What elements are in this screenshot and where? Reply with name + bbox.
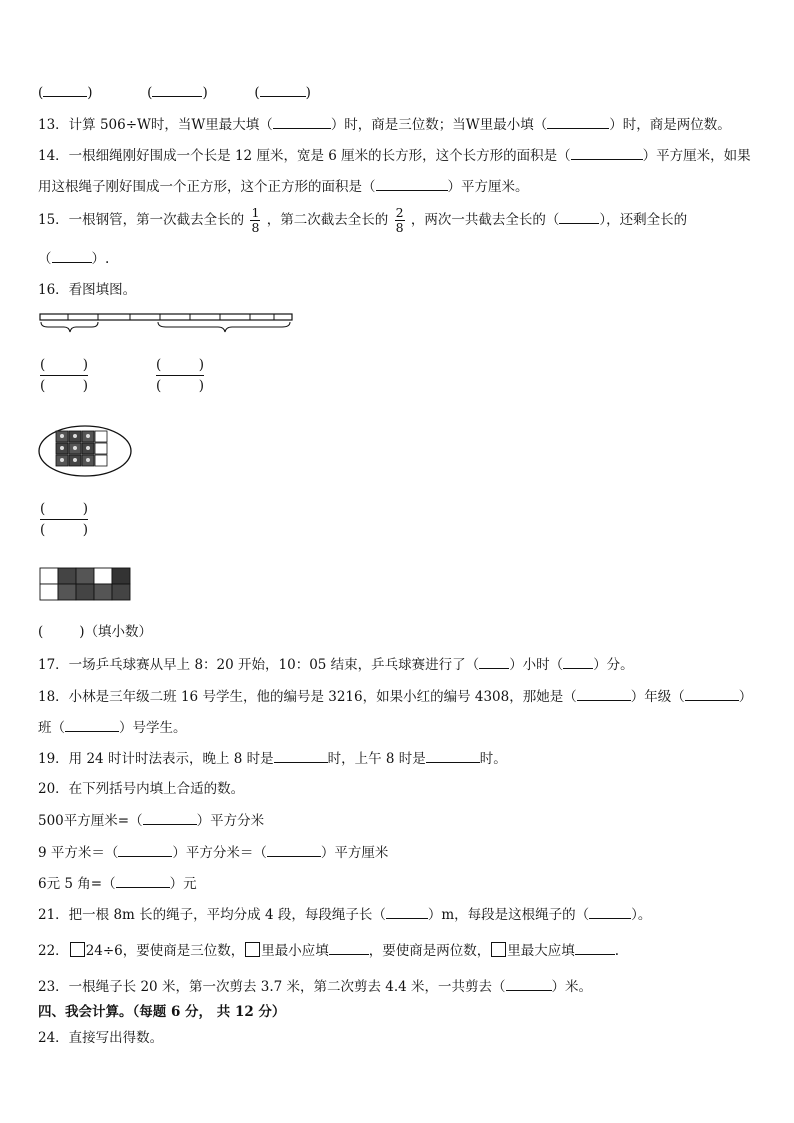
top-blanks-row: ( ) ( ) ( ) [38,82,311,103]
answer-blank[interactable] [563,654,593,669]
question-20-line-1: 500平方厘米=（ ）平方分米 [38,810,264,831]
answer-blank[interactable] [685,686,739,701]
question-16-title: 16．看图填图。 [38,282,137,298]
fraction-one-eighth: $\frac{1}{8}$ [251,205,260,235]
question-18-line-1: 18．小林是三年级二班 16 号学生，他的编号是 3216，如果小红的编号 4308，那她是（ ）年级（ ） [38,686,752,707]
question-23: 23．一根绳子长 20 米，第一次剪去 3.7 米，第二次剪去 4.4 米，一共剪去（ ）米。 [38,976,592,997]
oval-grid-diagram [36,422,136,480]
box-blank[interactable] [491,942,506,957]
answer-blank[interactable] [479,654,509,669]
question-14-line-2: 用这根绳子刚好围成一个正方形，这个正方形的面积是（ ）平方厘米。 [38,176,529,197]
question-14-line-1: 14．一根细绳刚好围成一个长是 12 厘米，宽是 6 厘米的长方形，这个长方形的面积是（ ）平方厘米，如果 [38,145,751,166]
brace-left [41,322,98,332]
bar-outline [40,314,292,320]
answer-blank[interactable] [589,904,631,919]
question-20-line-2: 9 平方米＝（ ）平方分米＝（ ）平方厘米 [38,842,388,863]
segmented-bar-diagram [38,310,296,336]
answer-blank[interactable] [260,82,306,97]
answer-blank[interactable] [143,810,197,825]
answer-blank[interactable] [43,82,87,97]
answer-blank[interactable] [376,176,448,191]
question-19: 19．用 24 时计时法表示，晚上 8 时是 时，上午 8 时是 时。 [38,748,507,769]
answer-blank[interactable] [118,842,172,857]
question-16-decimal-blank: ( )（填小数） [38,624,153,640]
answer-blank[interactable] [65,717,119,732]
fraction-blank-3[interactable]: ( ) ( ) [40,501,88,538]
fraction-blank-1[interactable]: ( ) ( ) [40,357,88,394]
answer-blank[interactable] [547,114,609,129]
answer-blank[interactable] [386,904,428,919]
answer-blank[interactable] [152,82,202,97]
answer-blank[interactable] [426,748,480,763]
answer-blank[interactable] [274,748,328,763]
question-15-line-2: （ ）. [38,248,109,269]
brace-right [158,322,290,332]
box-blank[interactable] [70,942,85,957]
answer-blank[interactable] [577,686,631,701]
answer-blank[interactable] [571,145,643,160]
answer-blank[interactable] [273,114,331,129]
question-17: 17．一场乒乓球赛从早上 8：20 开始，10：05 结束，乒乓球赛进行了（ ）小时（ ）分。 [38,654,634,675]
question-21: 21．把一根 8m 长的绳子，平均分成 4 段，每段绳子长（ ）m，每段是这根绳子的（ ）。 [38,904,651,925]
question-24: 24．直接写出得数。 [38,1030,164,1046]
question-15-line-1: 15．一根钢管，第一次截去全长的 $\frac{1}{8}$ ，第二次截去全长的 $\frac{2}{8}$ ，两次一共截去全长的（ ），还剩全长的 [38,205,688,235]
question-20-line-3: 6元 5 角=（ ）元 [38,873,197,894]
box-blank[interactable] [245,942,260,957]
answer-blank[interactable] [116,873,170,888]
shaded-grid-diagram [38,566,136,604]
answer-blank[interactable] [52,248,92,263]
answer-blank[interactable] [559,209,599,224]
section-4-heading: 四、我会计算。（每题 6 分， 共 12 分） [38,1004,286,1020]
answer-blank[interactable] [267,842,321,857]
answer-blank[interactable] [329,940,369,955]
fraction-blank-2[interactable]: ( ) ( ) [156,357,204,394]
fraction-two-eighths: $\frac{2}{8}$ [395,205,404,235]
answer-blank[interactable] [575,940,615,955]
answer-blank[interactable] [506,976,552,991]
question-20-title: 20．在下列括号内填上合适的数。 [38,781,245,797]
question-18-line-2: 班（ ）号学生。 [38,717,187,738]
question-13: 13．计算 506÷W时，当W里最大填（ ）时，商是三位数；当W里最小填（ ）时，商是两位数。 [38,114,731,135]
question-22: 22． 24÷6，要使商是三位数， 里最小应填 ，要使商是两位数， 里最大应填 . [38,940,619,961]
